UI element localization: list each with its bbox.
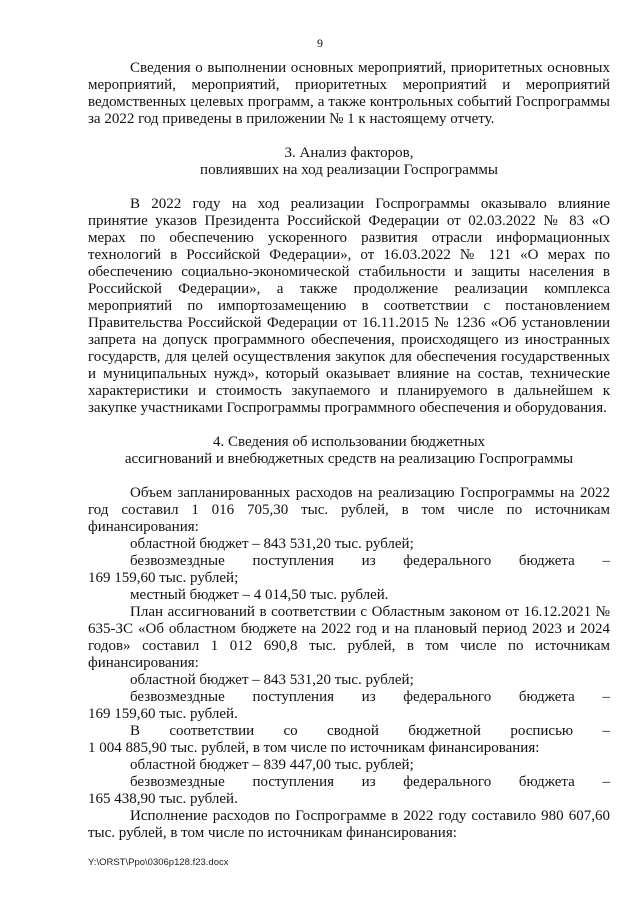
planned-local-line: местный бюджет – 4 014,50 тыс. рублей.	[130, 587, 389, 603]
execution-paragraph: Исполнение расходов по Госпрограмме в 2022 году составило 980 607,60 тыс. рублей, в том числе по источникам финансирования:	[88, 808, 610, 841]
summary-federal-line1: безвозмездные поступления из федерального бюджета –	[130, 774, 610, 790]
planned-federal-item	[88, 553, 610, 570]
summary-item	[88, 723, 610, 740]
planned-federal-line2: 169 159,60 тыс. рублей;	[88, 570, 239, 586]
section4-heading-line2: ассигнований и внебюджетных средств на реализацию Госпрограммы	[124, 451, 574, 467]
footer-file-path: Y:\ORST\Ppo\0306p128.f23.docx	[88, 857, 229, 868]
law-regional-line: областной бюджет – 843 531,20 тыс. рублей;	[130, 672, 414, 688]
planned-federal-line1: безвозмездные поступления из федерального бюджета –	[130, 553, 610, 569]
summary-line2: 1 004 885,90 тыс. рублей, в том числе по источникам финансирования:	[88, 740, 540, 756]
intro-paragraph: Сведения о выполнении основных мероприятий, приоритетных основных мероприятий, мероприятий, приоритетных мероприятий и мероприятий ведомственных целевых программ, а также контрольных событий Госпрограммы за 2022 год приведены в приложении № 1 к настоящему отчету.	[88, 60, 610, 127]
section3-heading-line2: повлиявших на ход реализации Госпрограммы	[200, 162, 498, 178]
law-federal-line1: безвозмездные поступления из федерального бюджета –	[130, 689, 610, 705]
law-federal-item	[88, 689, 610, 706]
planned-expenses-paragraph: Объем запланированных расходов на реализацию Госпрограммы на 2022 год составил 1 016 705,30 тыс. рублей, в том числе по источникам финансирования:	[88, 485, 610, 535]
section3-heading-line1: 3. Анализ факторов,	[284, 145, 414, 161]
section3-paragraph: В 2022 году на ход реализации Госпрограммы оказывало влияние принятие указов Президента Российской Федерации от 02.03.2022 № 83 «О мерах по обеспечению ускоренного развития отрасли информационных технологий в Российской Федерации», от 16.03.2022 № 121 «О мерах по обеспечению социально-экономической стабильности и защиты населения в Российской Федерации», а также продолжение реализации комплекса мероприятий по импортозамещению в соответствии с постановлением Правительства Российской Федерации от 16.11.2015 № 1236 «Об установлении запрета на допуск программного обеспечения, происходящего из иностранных государств, для целей осуществления закупок для обеспечения государственных и муниципальных нужд», который оказывает влияние на состав, технические характеристики и стоимость закупаемого и планируемого в дальнейшем к закупке участниками Госпрограммы программного обеспечения и оборудования.	[88, 196, 610, 416]
section4-heading-line1: 4. Сведения об использовании бюджетных	[212, 434, 486, 450]
summary-line1: В соответствии со сводной бюджетной росписью –	[130, 723, 610, 739]
document-body	[88, 60, 610, 842]
summary-regional-line: областной бюджет – 839 447,00 тыс. рублей;	[130, 757, 414, 773]
page-number: 9	[317, 36, 323, 50]
law-plan-paragraph: План ассигнований в соответствии с Областным законом от 16.12.2021 № 635-ЗС «Об областном бюджете на 2022 год и на плановый период 2023 и 2024 годов» составил 1 012 690,8 тыс. рублей, в том числе по источникам финансирования:	[88, 604, 610, 671]
law-federal-line2: 169 159,60 тыс. рублей.	[88, 706, 238, 722]
summary-federal-line2: 165 438,90 тыс. рублей.	[88, 791, 238, 807]
planned-regional-line: областной бюджет – 843 531,20 тыс. рублей;	[130, 536, 414, 552]
summary-federal-item	[88, 774, 610, 791]
